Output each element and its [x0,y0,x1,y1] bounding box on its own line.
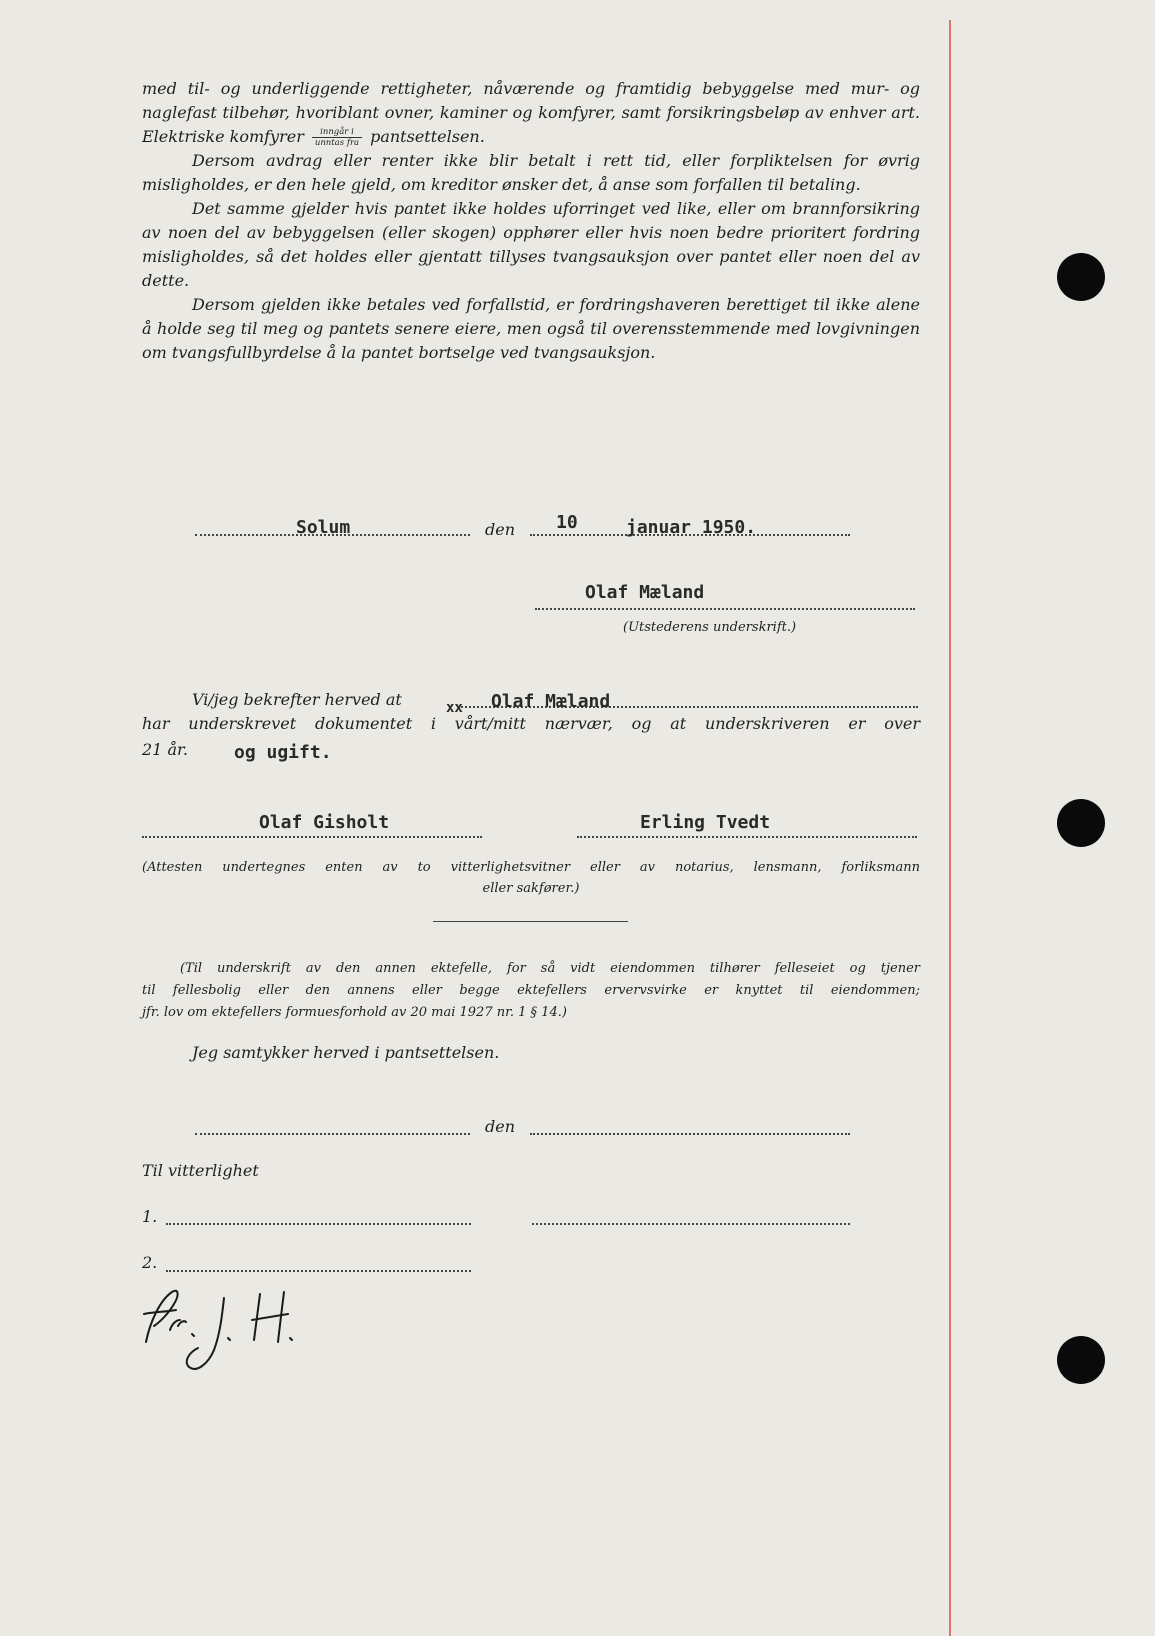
spouse-note-line-3: jfr. lov om ektefellers formuesforhold av 20 mai 1927 nr. 1 § 14.) [142,1005,567,1020]
consent-text: Jeg samtykker herved i pantsettelsen. [192,1043,500,1062]
den-label: den [485,520,516,539]
vitterlighet-line-1a [166,1223,471,1225]
attestation-addition: og ugift. [234,742,332,763]
witness-caption-line-1: (Attesten undertegnes enten av to vitterlighetsvitner eller av notarius, lensmann, forliksmann [142,860,920,875]
issuer-caption: (Utstederens underskrift.) [623,620,797,635]
consent-date-dotted-line [530,1133,850,1135]
witness-number-1: 1. [142,1207,158,1226]
witness-number-2: 2. [142,1253,158,1272]
attestation-line-2: har underskrevet dokumentet i vårt/mitt nærvær, og at underskriveren er over [142,714,920,733]
spouse-note-line-2: til fellesbolig eller den annens eller begge ektefellers ervervsvirke er knyttet til eiendommen; [142,983,920,998]
witness-heading: Til vitterlighet [142,1161,259,1180]
punch-hole [1057,253,1105,301]
consent-place-dotted-line [195,1133,470,1135]
witness-2-dotted-line [577,836,917,838]
witness-1-name: Olaf Gisholt [259,812,390,833]
punch-hole [1057,1336,1105,1384]
paragraph-2: Dersom avdrag eller renter ikke blir betalt i rett tid, eller forpliktelsen for øvrig misligholdes, er den hele gjeld, om kreditor ønsker det, å anse som forfallen til betaling. [142,151,920,194]
attestation-lead: Vi/jeg bekrefter herved at [192,690,402,709]
date-day: 10 [556,512,578,533]
legal-text-block [142,77,920,365]
paragraph-4: Dersom gjelden ikke betales ved forfallstid, er fordringshaveren berettiget til ikke alene å holde seg til meg og pantets senere eiere, men også til overensstemmende med lovgivningen om tvangsfullbyrdelse å la pantet bortselge ved tvangsauksjon. [142,295,920,362]
witness-1-dotted-line [142,836,482,838]
spouse-note-line-1: (Til underskrift av den annen ektefelle, for så vidt eiendommen tilhører felleseiet og tjener [180,961,920,976]
issuer-name: Olaf Mæland [585,582,705,603]
attestation-age: 21 år. [142,740,188,759]
punch-hole [1057,799,1105,847]
section-divider [433,921,628,922]
witness-caption-line-2: eller sakfører.) [482,881,580,896]
xx-mark: xx [446,700,463,716]
paragraph-1: med til- og underliggende rettigheter, nåværende og framtidig bebyggelse med mur- og naglefast tilbehør, hvoriblant ovner, kaminer og komfyrer, samt forsikringsbeløp av enhver art. Elektriske komfyrer $\frac{\text{inngår i}}{\text{unntas fra}}$ pantsettelsen. [142,79,920,148]
date-month-year: januar 1950. [626,517,757,538]
attestation-name: Olaf Mæland [491,691,611,712]
issuer-dotted-line [535,608,915,610]
vitterlighet-line-1b [532,1223,850,1225]
place-value: Solum [296,517,351,538]
red-margin-line [949,20,951,1636]
vitterlighet-line-2 [166,1270,471,1272]
witness-2-name: Erling Tvedt [640,812,771,833]
comfyr-fraction: $\frac{\text{inngår i}}{\text{unntas fra}}$ [312,127,362,148]
consent-den-label: den [485,1117,516,1136]
handwritten-initials-signature [140,1276,310,1376]
paragraph-3: Det samme gjelder hvis pantet ikke holdes uforringet ved like, eller om brannforsikring av noen del av bebyggelsen (eller skogen) opphører eller hvis noen bedre prioritert fordring misligholdes, så det holdes eller gjentatt tillyses tvangsauksjon over pantet eller noen del av dette. [142,199,920,290]
